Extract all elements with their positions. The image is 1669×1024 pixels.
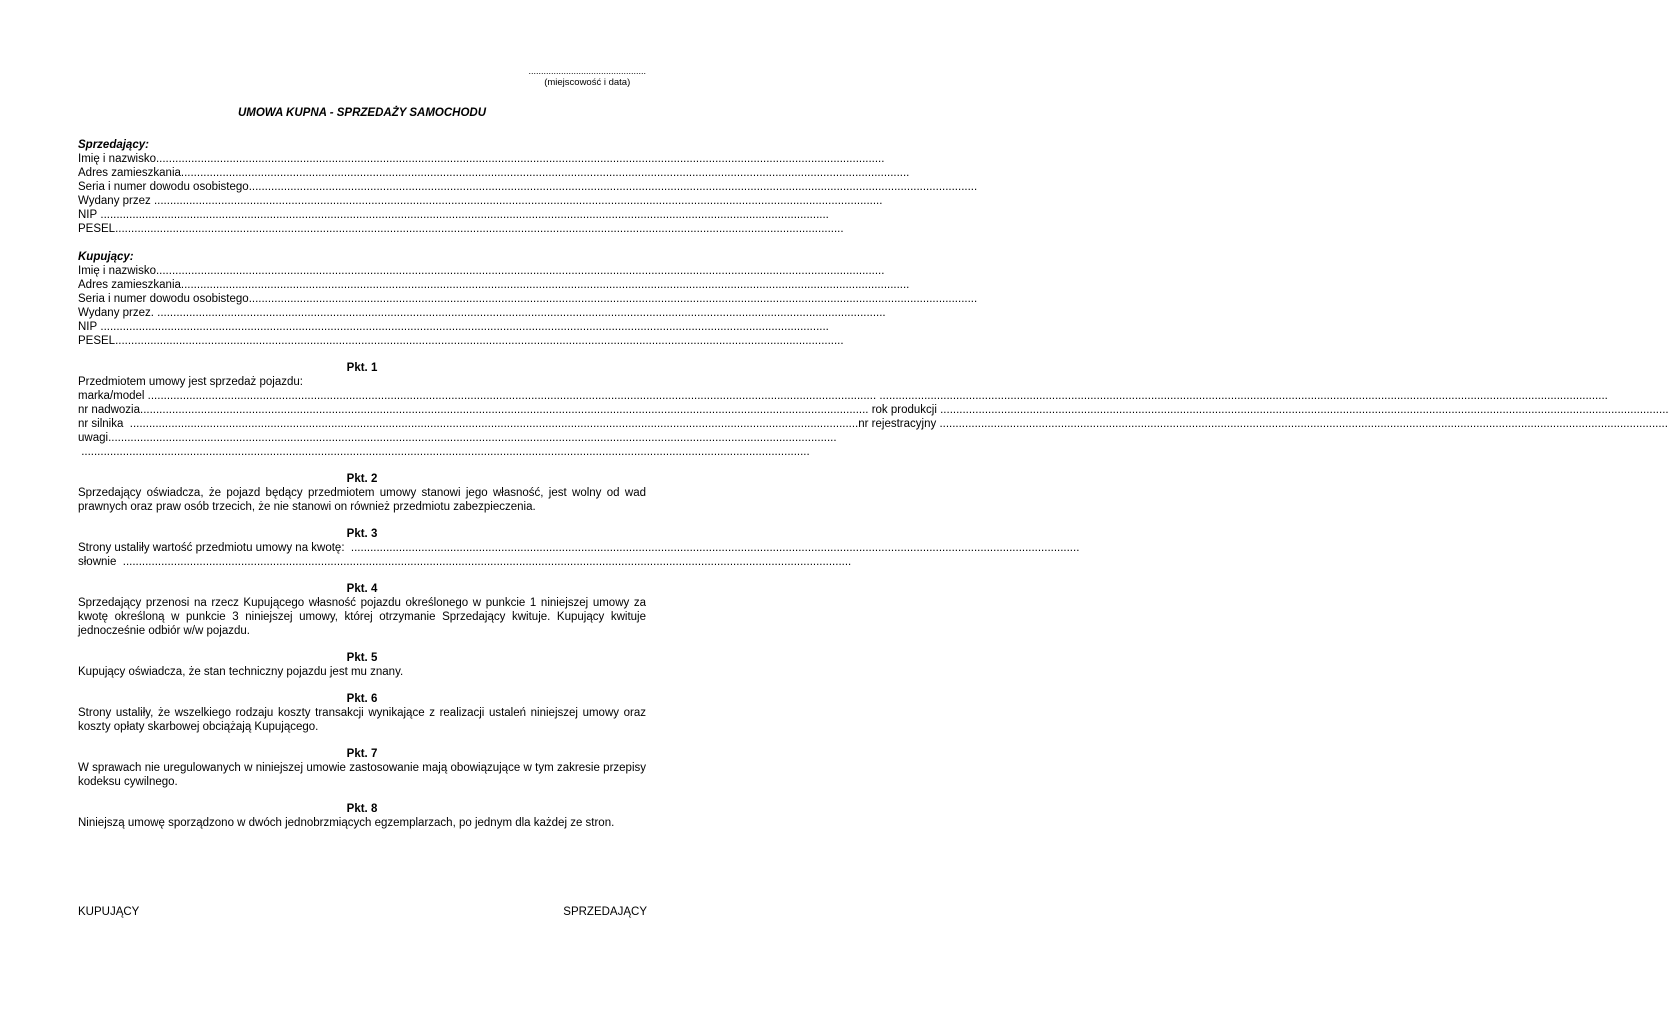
pkt1-intro: Przedmiotem umowy jest sprzedaż pojazdu: [78, 376, 303, 388]
make-model-label: marka/model [78, 390, 145, 402]
pkt8-text: Niniejszą umowę sporządzono w dwóch jednobrzmiących egzemplarzach, po jednym dla każdej ze stron. [78, 817, 615, 829]
price-amount-field[interactable] [78, 541, 646, 555]
pkt7-text: W sprawach nie uregulowanych w niniejszej umowie zastosowanie mają obowiązujące w tym zakresie przepisy kodeksu cywilnego. [78, 762, 646, 788]
make-model-field[interactable] [148, 389, 876, 403]
production-year-field[interactable] [940, 403, 1668, 417]
field-label: Seria i numer dowodu osobistego [78, 181, 249, 193]
buyer-signature-label: KUPUJĄCY [78, 906, 140, 918]
pkt2-heading: Pkt. 2 [346, 473, 378, 485]
make-model-field-2[interactable] [879, 389, 1607, 403]
pkt7-heading: Pkt. 7 [346, 748, 378, 760]
price-in-words-field[interactable] [78, 555, 646, 569]
vehicle-notes-field[interactable] [78, 431, 646, 445]
place-date-label: (miejscowość i data) [544, 77, 631, 88]
buyer-id-field[interactable] [78, 292, 646, 306]
registration-label: nr rejestracyjny [858, 418, 937, 430]
seller-heading: Sprzedający: [78, 139, 149, 151]
notes-label: uwagi [78, 432, 109, 444]
field-label: Wydany przez. [78, 307, 154, 319]
seller-id-field[interactable] [78, 180, 646, 194]
pkt6-heading: Pkt. 6 [346, 693, 378, 705]
place-date-block [528, 66, 646, 89]
place-date-line[interactable]: ............................................... [528, 66, 646, 76]
seller-pesel-field[interactable] [78, 222, 646, 236]
body-number-label: nr nadwozia [78, 404, 141, 416]
field-label: Adres zamieszkania [78, 279, 181, 291]
seller-address-field[interactable] [78, 166, 646, 180]
field-label: Imię i nazwisko [78, 153, 156, 165]
pkt5-text: Kupujący oświadcza, że stan techniczny pojazdu jest mu znany. [78, 666, 404, 678]
field-label: Seria i numer dowodu osobistego [78, 293, 249, 305]
engine-number-label: nr silnika [78, 418, 124, 430]
pkt6-text: Strony ustaliły, że wszelkiego rodzaju koszty transakcji wynikające z realizacji ustaleń niniejszej umowy oraz koszty opłaty skarbowej obciążają Kupującego. [78, 707, 646, 733]
buyer-heading: Kupujący: [78, 251, 134, 263]
field-label: NIP [78, 321, 98, 333]
engine-number-field[interactable] [130, 417, 858, 431]
buyer-issued-by-field[interactable] [78, 306, 646, 320]
pkt2-text: Sprzedający oświadcza, że pojazd będący przedmiotem umowy stanowi jego własność, jest wolny od wad prawnych oraz praw osób trzecich, że nie stanowi on również przedmiotu zabezpieczenia. [78, 487, 646, 513]
pkt1-heading: Pkt. 1 [346, 362, 378, 374]
pkt4-heading: Pkt. 4 [346, 583, 378, 595]
field-label: PESEL [78, 335, 116, 347]
body-number-field[interactable] [140, 403, 868, 417]
buyer-pesel-field[interactable] [78, 334, 646, 348]
vehicle-make-model-row [78, 389, 646, 403]
pkt4-text: Sprzedający przenosi na rzecz Kupującego własność pojazdu określonego w punkcie 1 niniejszej umowy za kwotę określoną w punkcie 3 niniejszej umowy, której otrzymanie Sprzedający kwituje. Kupujący kwituje jednocześnie odbiór w/w pojazdu. [78, 597, 646, 637]
buyer-name-field[interactable] [78, 264, 646, 278]
buyer-address-field[interactable] [78, 278, 646, 292]
seller-name-field[interactable] [78, 152, 646, 166]
field-label: Adres zamieszkania [78, 167, 181, 179]
buyer-nip-field[interactable] [78, 320, 646, 334]
production-year-label: rok produkcji [871, 404, 937, 416]
seller-nip-field[interactable] [78, 208, 646, 222]
field-label: PESEL [78, 223, 116, 235]
pkt3-heading: Pkt. 3 [346, 528, 378, 540]
field-label: Imię i nazwisko [78, 265, 156, 277]
signature-row [78, 906, 647, 918]
field-label: NIP [78, 209, 98, 221]
price-amount-label: Strony ustaliły wartość przedmiotu umowy na kwotę: [78, 542, 345, 554]
vehicle-engine-registration-row [78, 417, 937, 431]
document-title: UMOWA KUPNA - SPRZEDAŻY SAMOCHODU [237, 107, 487, 119]
vehicle-body-year-row [78, 403, 937, 417]
pkt8-heading: Pkt. 8 [346, 803, 378, 815]
registration-field[interactable] [939, 417, 1667, 431]
pkt5-heading: Pkt. 5 [346, 652, 378, 664]
contract-body [78, 136, 937, 830]
field-label: Wydany przez [78, 195, 151, 207]
seller-issued-by-field[interactable] [78, 194, 646, 208]
price-in-words-label: słownie [78, 556, 117, 568]
seller-signature-label: SPRZEDAJĄCY [563, 906, 647, 918]
vehicle-notes-field-2[interactable] [78, 445, 646, 459]
